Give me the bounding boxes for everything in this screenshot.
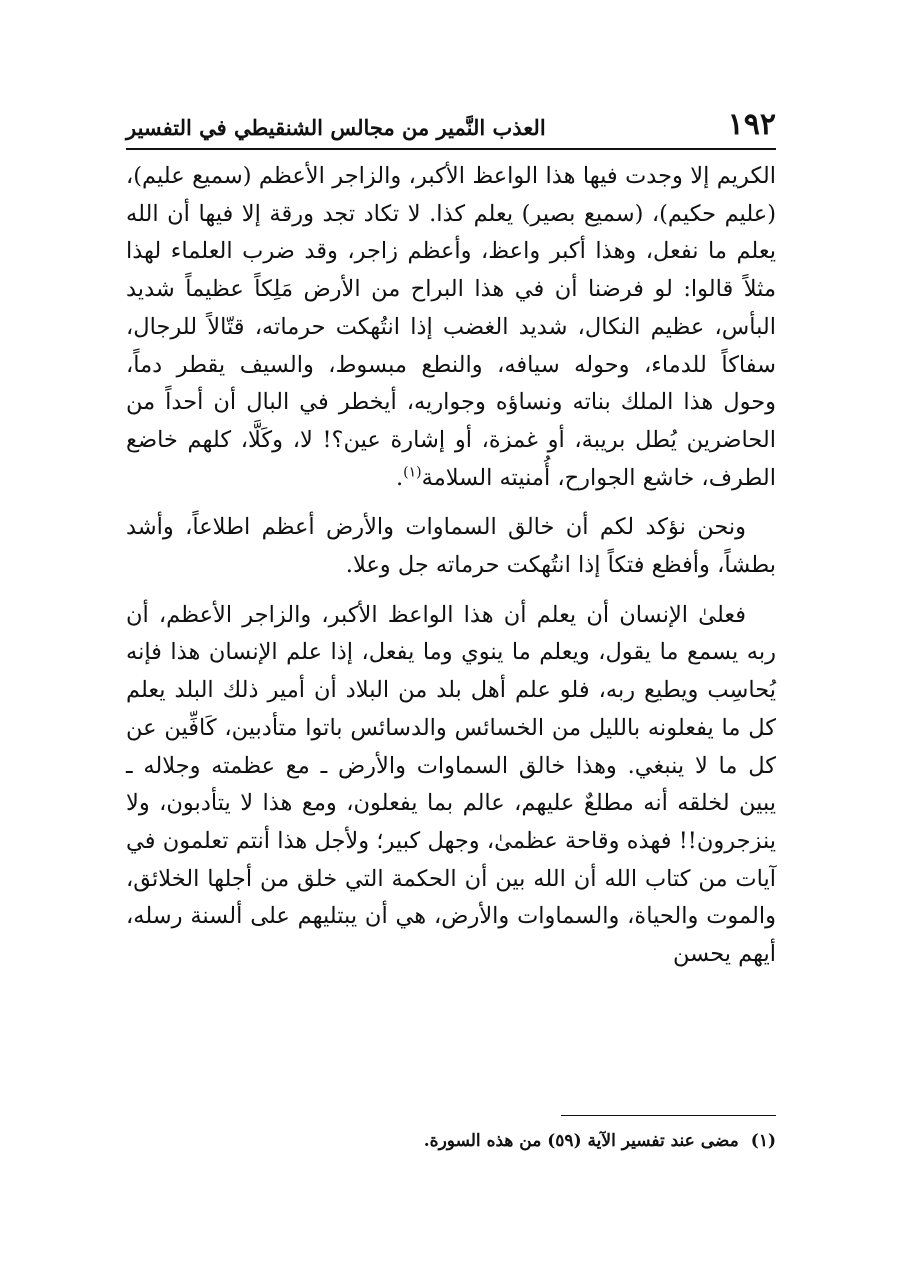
- footnote-text: مضى عند تفسير الآية (٥٩) من هذه السورة.: [423, 1131, 739, 1151]
- paragraph-1: [126, 158, 776, 497]
- page-number: ١٩٢: [727, 107, 776, 142]
- footnote-number: (١): [750, 1131, 776, 1151]
- paragraph-3: فعلىٰ الإنسان أن يعلم أن هذا الواعظ الأكبر، والزاجر الأعظم، أن ربه يسمع ما يقول، ويعلم ما ينوي وما يفعل، إذا علم الإنسان هذا فإنه يُحاسِب ويطيع ربه، فلو علم أهل بلد من البلاد أن أمير ذلك البلد يعلم كل ما يفعلونه بالليل من الخسائس والدسائس باتوا متأدبين، كَافِّين عن كل ما لا ينبغي. وهذا خالق السماوات والأرض ـ مع عظمته وجلاله ـ يبين لخلقه أنه مطلعٌ عليهم، عالم بما يفعلون، ومع هذا لا يتأدبون، ولا ينزجرون!! فهذه وقاحة عظمىٰ، وجهل كبير؛ ولأجل هذا أنتم تعلمون في آيات من كتاب الله أن الله بين أن الحكمة التي خلق من أجلها الخلائق، والموت والحياة، والسماوات والأرض، هي أن يبتليهم على ألسنة رسله، أيهم يحسن: [126, 601, 776, 968]
- footnote-marker: (١): [403, 464, 422, 481]
- book-page: [126, 98, 776, 1198]
- paragraph-2: ونحن نؤكد لكم أن خالق السماوات والأرض أعظم اطلاعاً، وأشد بطشاً، وأفظع فتكاً إذا انتُهكت حرماته جل وعلا.: [126, 514, 776, 579]
- running-header: [126, 98, 776, 146]
- running-title: العذب النَّمير من مجالس الشنقيطي في التفسير: [126, 115, 546, 140]
- footnote: [126, 1128, 776, 1154]
- footnote-rule: [561, 1115, 776, 1116]
- paragraph-1-text: الكريم إلا وجدت فيها هذا الواعظ الأكبر، والزاجر الأعظم (سميع عليم)، (عليم حكيم)، (سميع بصير) يعلم كذا. لا تكاد تجد ورقة إلا فيها أن الله يعلم ما نفعل، وهذا أكبر واعظ، وأعظم زاجر، وقد ضرب العلماء لهذا مثلاً قالوا: لو فرضنا أن في هذا البراح من الأرض مَلِكاً عظيماً شديد البأس، عظيم النكال، شديد الغضب إذا انتُهكت حرماته، قتّالاً للرجال، سفاكاً للدماء، وحوله سيافه، والنطع مبسوط، والسيف يقطر دماً، وحول هذا الملك بناته ونساؤه وجواريه، أيخطر في البال أن أحداً من الحاضرين يُطل بريبة، أو غمزة، أو إشارة عين؟! لا، وكَلَّا، كلهم خاضع الطرف، خاشع الجوارح، أُمنيته السلامة: [126, 163, 776, 491]
- header-rule: [126, 148, 776, 150]
- body-text: [126, 158, 776, 986]
- paragraph-1-tail: .: [396, 464, 404, 491]
